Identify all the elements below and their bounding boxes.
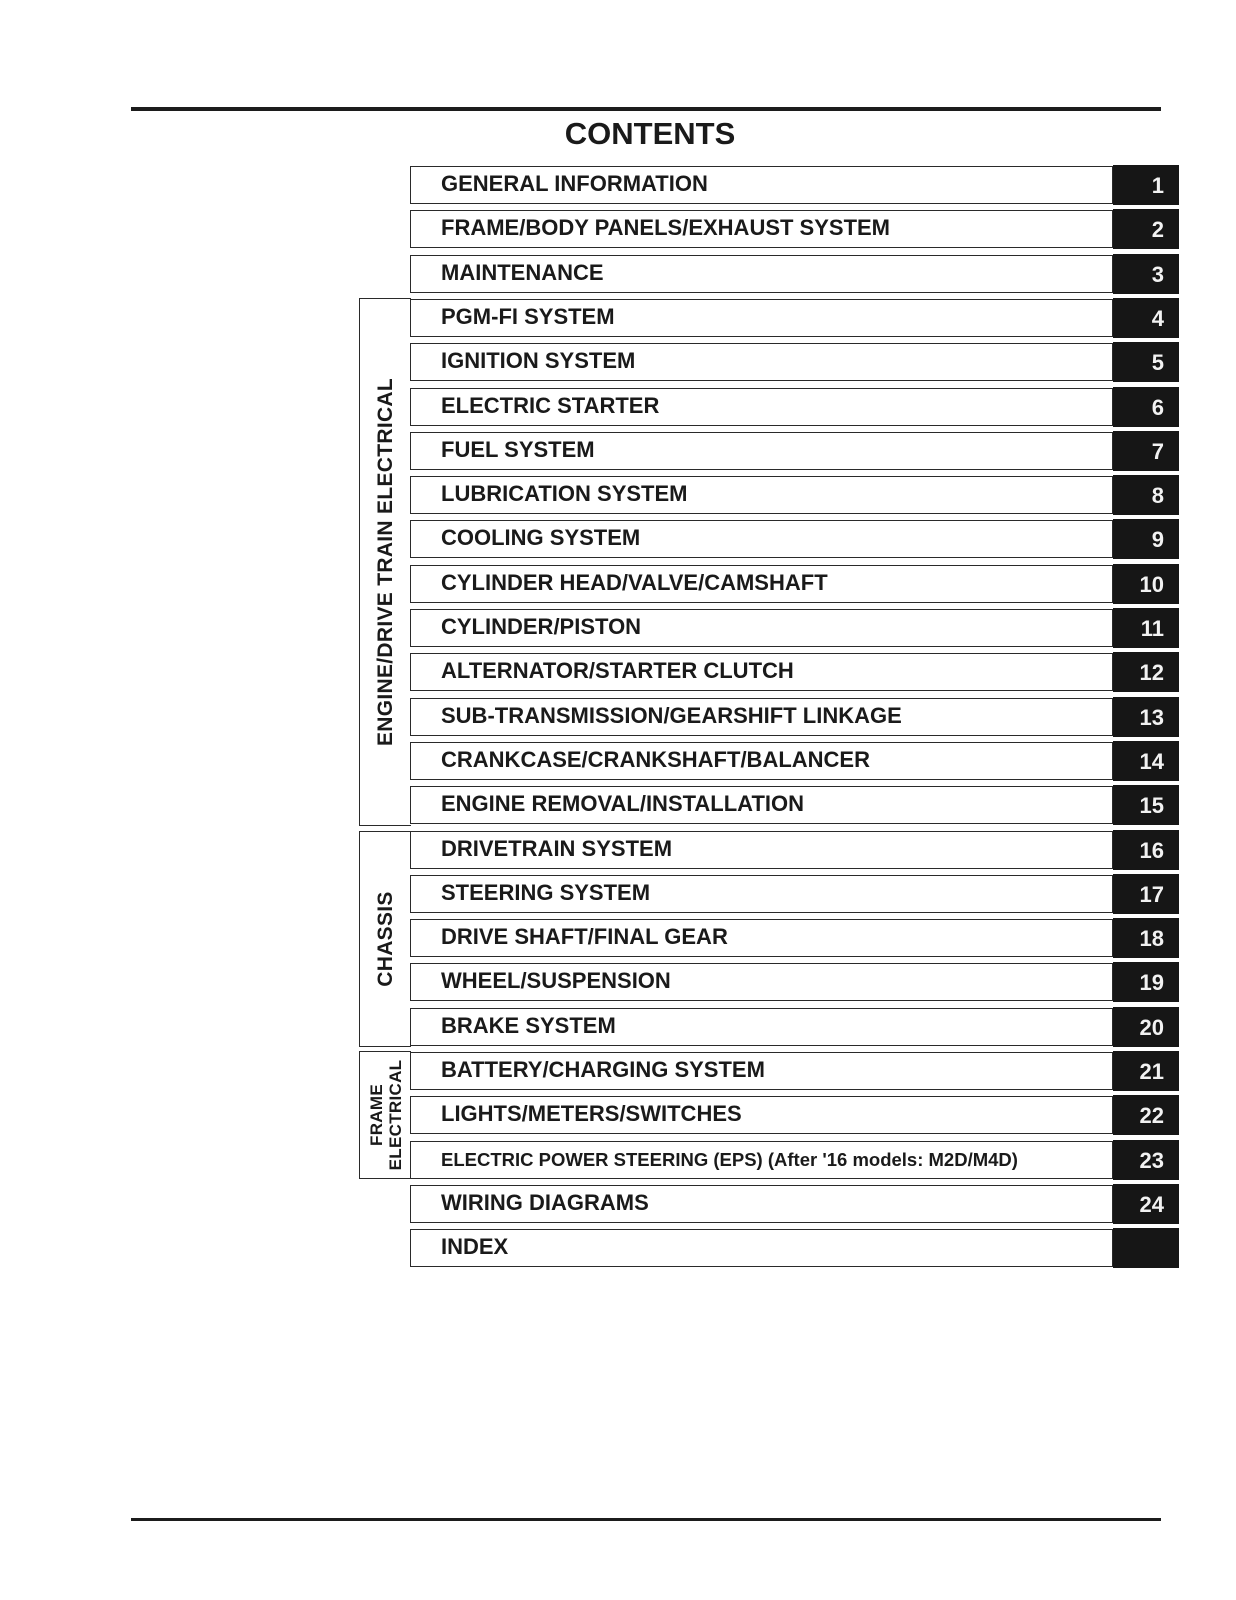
toc-entry-title: ELECTRIC STARTER [441,393,660,418]
section-tab-number[interactable] [1113,1228,1179,1268]
toc-entry[interactable] [410,1185,1113,1223]
toc-entry-title: DRIVETRAIN SYSTEM [441,836,673,861]
toc-entry-title: STEERING SYSTEM [441,880,651,905]
group-chassis [359,831,411,1047]
toc-entry[interactable] [410,343,1113,381]
toc-entry-title: COOLING SYSTEM [441,525,641,550]
group-label-line1: FRAME [366,1084,386,1146]
group-frame-electrical [359,1051,411,1179]
toc-entry-title: CYLINDER HEAD/VALVE/CAMSHAFT [441,570,828,595]
section-tab-number[interactable]: 7 [1113,431,1179,471]
section-tab-number[interactable]: 16 [1113,830,1179,870]
section-tab-number[interactable]: 11 [1113,608,1179,648]
toc-entry-title: WHEEL/SUSPENSION [441,968,671,993]
group-label: CHASSIS [373,891,397,987]
page-title: CONTENTS [564,116,736,151]
section-tab-number[interactable]: 17 [1113,874,1179,914]
toc-entry-title: FUEL SYSTEM [441,437,595,462]
toc-entry[interactable] [410,609,1113,647]
toc-entry[interactable] [410,1008,1113,1046]
toc-entry-title: CRANKCASE/CRANKSHAFT/BALANCER [441,747,870,772]
toc-entry-title: LUBRICATION SYSTEM [441,481,688,506]
toc-entry[interactable] [410,919,1113,957]
toc-entry[interactable] [410,742,1113,780]
toc-entry-title: DRIVE SHAFT/FINAL GEAR [441,924,728,949]
toc-entry[interactable] [410,210,1113,248]
section-tab-number[interactable]: 2 [1113,209,1179,249]
group-engine-drive-train-electrical [359,298,411,826]
section-tab-number[interactable]: 21 [1113,1051,1179,1091]
group-label [367,1060,405,1171]
toc-entry-title: BATTERY/CHARGING SYSTEM [441,1057,765,1082]
section-tab-number[interactable]: 22 [1113,1095,1179,1135]
toc-entry-title: ALTERNATOR/STARTER CLUTCH [441,658,794,683]
toc-entry[interactable] [410,565,1113,603]
toc-entry-title: BRAKE SYSTEM [441,1013,616,1038]
section-tab-number[interactable]: 18 [1113,918,1179,958]
toc-entry-title: WIRING DIAGRAMS [441,1190,649,1215]
toc-entry[interactable] [410,432,1113,470]
toc-entry-title: SUB-TRANSMISSION/GEARSHIFT LINKAGE [441,703,902,728]
toc-entry[interactable] [410,1096,1113,1134]
toc-entry-title: GENERAL INFORMATION [441,171,708,196]
section-tab-number[interactable]: 23 [1113,1140,1179,1180]
toc-entry-title: LIGHTS/METERS/SWITCHES [441,1101,742,1126]
section-tab-number[interactable]: 4 [1113,298,1179,338]
section-tab-number[interactable]: 19 [1113,962,1179,1002]
group-label: ENGINE/DRIVE TRAIN ELECTRICAL [373,377,397,747]
toc-entry-title: PGM-FI SYSTEM [441,304,615,329]
toc-entry-title: CYLINDER/PISTON [441,614,642,639]
toc-entry[interactable] [410,653,1113,691]
toc-entry[interactable] [410,1052,1113,1090]
section-tab-number[interactable]: 12 [1113,652,1179,692]
section-tab-number[interactable]: 20 [1113,1007,1179,1047]
section-tab-number[interactable]: 8 [1113,475,1179,515]
toc-entry[interactable] [410,698,1113,736]
toc-entry[interactable] [410,388,1113,426]
section-tab-number[interactable]: 6 [1113,387,1179,427]
toc-entry-title: IGNITION SYSTEM [441,348,636,373]
toc-entry[interactable] [410,1229,1113,1267]
section-tab-number[interactable]: 10 [1113,564,1179,604]
section-tab-number[interactable]: 3 [1113,254,1179,294]
toc-entry[interactable] [410,831,1113,869]
toc-entry-title: FRAME/BODY PANELS/EXHAUST SYSTEM [441,215,891,240]
section-tab-number[interactable]: 1 [1113,165,1179,205]
toc-entry[interactable] [410,875,1113,913]
toc-entry[interactable] [410,166,1113,204]
toc-entry[interactable] [410,299,1113,337]
section-tab-number[interactable]: 24 [1113,1184,1179,1224]
toc-entry-title: MAINTENANCE [441,260,604,285]
section-tab-number[interactable]: 5 [1113,342,1179,382]
toc-entry-title: ELECTRIC POWER STEERING (EPS) (After '16 models: M2D/M4D) [441,1149,1018,1170]
toc-entry[interactable] [410,476,1113,514]
section-tab-number[interactable]: 13 [1113,697,1179,737]
section-tab-number[interactable]: 9 [1113,519,1179,559]
bottom-rule [131,1518,1161,1521]
toc-entry[interactable] [410,1141,1113,1179]
top-rule [131,107,1161,111]
toc-entry-title: INDEX [441,1234,509,1259]
group-label-line2: ELECTRICAL [385,1059,405,1171]
section-tab-number[interactable]: 15 [1113,785,1179,825]
toc-entry[interactable] [410,520,1113,558]
toc-entry-title: ENGINE REMOVAL/INSTALLATION [441,791,804,816]
toc-entry[interactable] [410,255,1113,293]
section-tab-number[interactable]: 14 [1113,741,1179,781]
toc-entry[interactable] [410,786,1113,824]
toc-entry[interactable] [410,963,1113,1001]
